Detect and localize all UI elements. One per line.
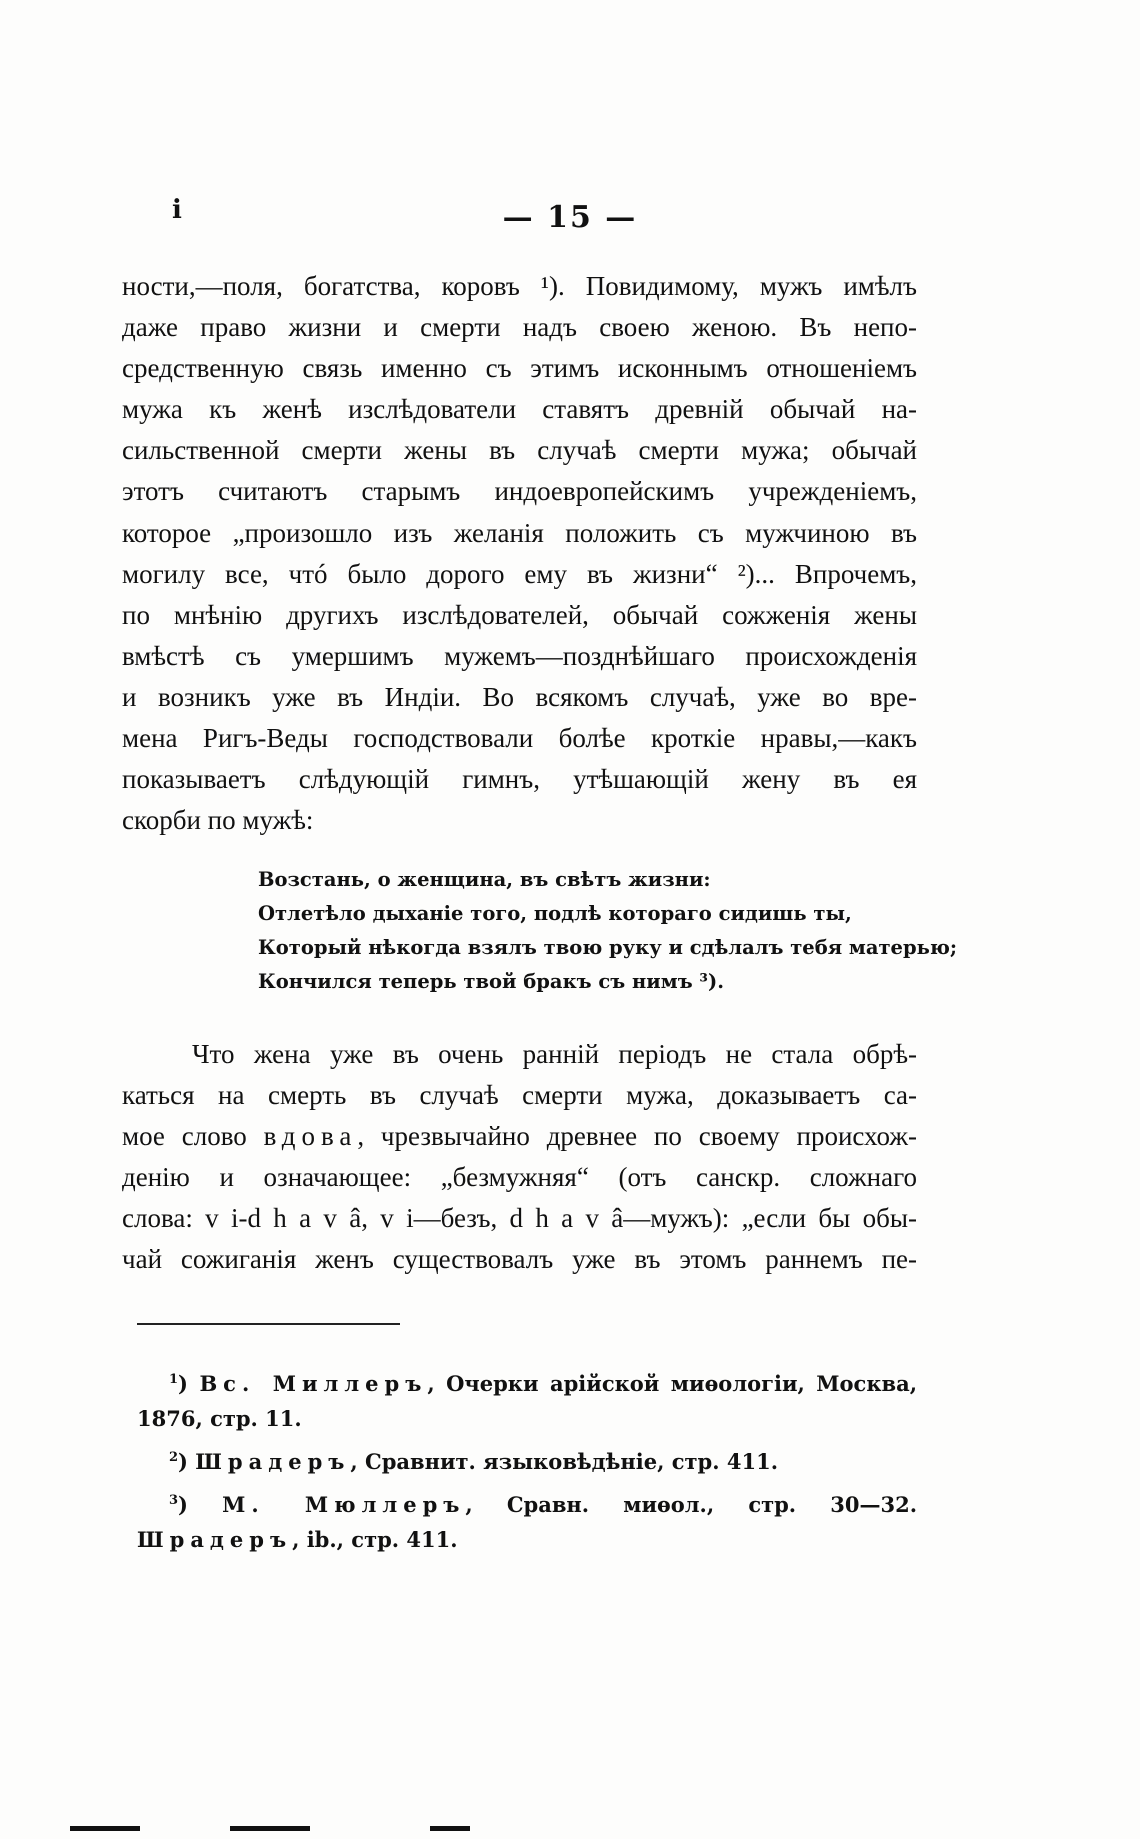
poem-line: Отлетѣло дыханіе того, подлѣ котораго сидишь ты, bbox=[258, 902, 852, 925]
hymn-quote bbox=[258, 863, 958, 999]
text-line: слова: v i-d h a v â, v i—безъ, d h a v â—мужъ): „если бы обы- bbox=[122, 1203, 917, 1234]
text-line: по мнѣнію другихъ изслѣдователей, обычай сожженія жены bbox=[122, 599, 917, 630]
page-number: — 15 — bbox=[502, 200, 638, 235]
text-line: средственную связь именно съ этимъ исконнымъ отношеніемъ bbox=[122, 353, 917, 384]
poem-line: Возстань, о женщина, въ свѣтъ жизни: bbox=[258, 868, 711, 891]
footnote-2: $^2$) Шрадеръ, Сравнит. языковѣдѣніе, стр. 411. bbox=[169, 1449, 779, 1474]
footnote-text: , Очерки арійской миѳологіи, Москва, 1876, стр. 11. bbox=[137, 1371, 918, 1431]
paragraph-1 bbox=[122, 266, 917, 841]
text-line: сильственной смерти жены въ случаѣ смерти мужа; обычай bbox=[122, 435, 917, 466]
text-line: показываетъ слѣдующій гимнъ, утѣшающій жену въ ея bbox=[122, 764, 917, 795]
text-line: скорби по мужѣ: bbox=[122, 805, 314, 836]
text-segment: мое слово bbox=[122, 1121, 264, 1152]
text-line: мужа къ женѣ изслѣдователи ставятъ древній обычай на- bbox=[122, 394, 917, 425]
spaced-word: вдова bbox=[263, 1121, 358, 1152]
footnote-author: М. Мюллеръ bbox=[222, 1492, 466, 1517]
footnotes bbox=[137, 1362, 917, 1561]
poem-line: Кончился теперь твой бракъ съ нимъ ³). bbox=[258, 970, 724, 993]
scan-edge-marks bbox=[70, 1826, 1070, 1832]
text-line: Что жена уже въ очень ранній періодъ не стала обрѣ- bbox=[192, 1039, 917, 1069]
poem-line: Который нѣкогда взялъ твою руку и сдѣлалъ тебя матерью; bbox=[258, 936, 958, 959]
footnote-divider bbox=[137, 1323, 400, 1325]
text-line: этотъ считаютъ старымъ индоевропейскимъ учрежденіемъ, bbox=[122, 476, 917, 507]
footnote-marker: 2 bbox=[169, 1450, 179, 1465]
text-line: ности,—поля, богатства, коровъ ¹). Повидимому, мужъ имѣлъ bbox=[122, 271, 917, 301]
footnote-text: , Сравнит. языковѣдѣніе, стр. 411. bbox=[350, 1449, 779, 1474]
text-line: и возникъ уже въ Индіи. Во всякомъ случаѣ, уже во вре- bbox=[122, 681, 917, 712]
footnote-marker: 1 bbox=[169, 1372, 179, 1387]
paragraph-2 bbox=[122, 1034, 917, 1281]
text-line: денію и означающее: „безмужняя“ (отъ санскр. сложнаго bbox=[122, 1162, 917, 1193]
footnote-1: $^1$) Вс. Миллеръ, Очерки арійской миѳологіи, Москва, 1876, стр. 11. bbox=[137, 1371, 918, 1431]
text-segment: , чрезвычайно древнее по своему происхож- bbox=[357, 1121, 917, 1152]
text-line: мена Ригъ-Веды господствовали болѣе кроткіе нравы,—какъ bbox=[122, 723, 917, 754]
footnote-text: , ib., стр. 411. bbox=[292, 1527, 458, 1552]
text-line: каться на смерть въ случаѣ смерти мужа, доказываетъ са- bbox=[122, 1080, 917, 1111]
footnote-author: Вс. Миллеръ bbox=[199, 1371, 428, 1396]
footnote-author: Шрадеръ bbox=[195, 1449, 351, 1474]
text-line: вмѣстѣ съ умершимъ мужемъ—позднѣйшаго происхожденія bbox=[122, 640, 917, 671]
footnote-author: Шрадеръ bbox=[137, 1527, 293, 1552]
text-line: чай сожиганія женъ существовалъ уже въ этомъ раннемъ пе- bbox=[122, 1244, 917, 1275]
text-line bbox=[122, 1116, 917, 1157]
stray-mark: і bbox=[172, 195, 182, 225]
text-line: могилу все, чтó было дорого ему въ жизни“ ²)... Впрочемъ, bbox=[122, 558, 917, 589]
text-line: даже право жизни и смерти надъ своею женою. Въ непо- bbox=[122, 312, 917, 343]
footnote-text: , Сравн. миѳол., стр. 30—32. bbox=[465, 1492, 918, 1517]
text-line: которое „произошло изъ желанія положить съ мужчиною въ bbox=[122, 517, 917, 548]
footnote-3: $^3$) М. Мюллеръ, Сравн. миѳол., стр. 30—32. Шрадеръ, ib., стр. 411. bbox=[137, 1492, 918, 1552]
footnote-marker: 3 bbox=[169, 1493, 179, 1508]
